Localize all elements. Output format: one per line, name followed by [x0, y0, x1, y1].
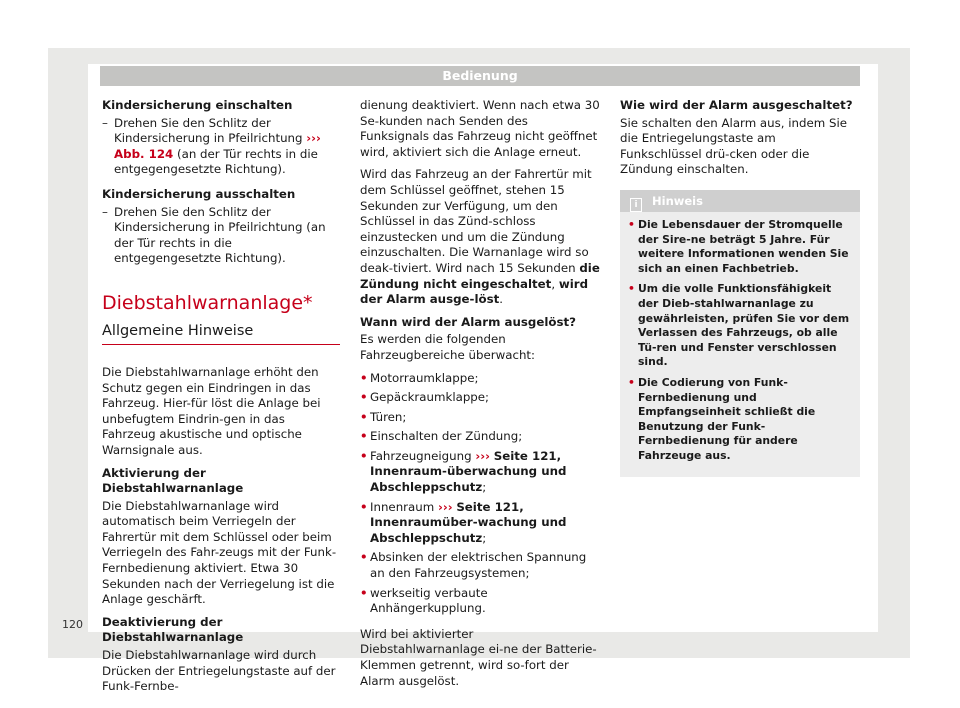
alarm-trigger-intro: Es werden die folgenden Fahrzeugbereiche überwacht: — [360, 332, 536, 362]
note-item — [628, 282, 854, 370]
deactivation-title: Deaktivierung der Diebstahlwarnanlage — [102, 614, 244, 645]
list-item — [360, 500, 600, 547]
column-2 — [360, 98, 600, 696]
note-item — [628, 218, 854, 276]
list-item — [360, 390, 600, 406]
column-1 — [102, 98, 340, 702]
info-icon: i — [630, 198, 642, 212]
list-item — [360, 550, 600, 581]
list-item-text: Gepäckraumklappe; — [370, 390, 490, 405]
bullet-icon: • — [360, 499, 368, 514]
paragraph-text: , — [551, 276, 559, 291]
child-lock-on-step — [102, 116, 340, 178]
list-item-text: ; — [482, 530, 487, 545]
list-item-text: Einschalten der Zündung; — [370, 429, 523, 444]
page-reference-link[interactable]: Seite 121, Innenraum-überwachung und Abschleppschutz — [370, 448, 567, 495]
step-text: Drehen Sie den Schlitz der Kindersicherung in Pfeilrichtung — [114, 115, 307, 146]
note-text: Die Codierung von Funk-Fernbedienung und Empfangseinheit schließt die Benutzung der Funk-Fernbedienung für andere Fahrzeuge aus. — [638, 375, 816, 462]
page-reference-link[interactable]: Seite 121, Innenraumüber-wachung und Abschleppschutz — [370, 499, 567, 545]
page-number: 120 — [62, 618, 83, 631]
bullet-icon: • — [360, 429, 368, 444]
child-lock-off-title: Kindersicherung ausschalten — [102, 186, 296, 201]
list-item — [360, 586, 600, 617]
alarm-off-title: Wie wird der Alarm ausgeschaltet? — [620, 98, 853, 112]
intro-paragraph: Die Diebstahlwarnanlage erhöht den Schutz gegen ein Eindringen in das Fahrzeug. Hier-für löst die Anlage bei unbefugtem Eindrin-gen in das Fahrzeug akustische und optische Warnsignale aus. — [102, 364, 321, 457]
activation-paragraph: Die Diebstahlwarnanlage wird automatisch beim Verriegeln der Fahrertür mit dem Schlüssel oder beim Verriegeln des Fahr-zeugs mit der Funk-Fernbedienung aktiviert. Etwa 30 Sekunden nach der Verriegelung ist die Anlage geschärft. — [102, 498, 337, 607]
chapter-header: Bedienung — [100, 66, 860, 86]
bullet-icon: • — [360, 370, 368, 385]
deactivation-continued: dienung deaktiviert. Wenn nach etwa 30 Se-kunden nach Senden des Funksignals das Fahrzeug nicht geöffnet wird, aktiviert sich die Anlage erneut. — [360, 98, 600, 159]
alarm-trigger-title: Wann wird der Alarm ausgelöst? — [360, 314, 576, 329]
list-item — [360, 371, 600, 387]
list-item-text: Innenraum — [370, 499, 438, 514]
bullet-icon: • — [360, 448, 368, 463]
paragraph-text: . — [499, 292, 504, 307]
figure-reference-link[interactable]: Abb. 124 — [114, 146, 174, 161]
list-item-text: Fahrzeugneigung — [370, 448, 476, 463]
subsection-title: Allgemeine Hinweise — [102, 321, 340, 345]
bullet-icon: • — [360, 409, 368, 424]
section-title: Diebstahlwarnanlage* — [102, 291, 313, 314]
list-item-text: Absinken der elektrischen Spannung an den Fahrzeugsystemen; — [370, 550, 587, 581]
bullet-icon: • — [360, 390, 368, 405]
step-text: (an der Tür rechts in die entgegengesetzte Richtung). — [114, 146, 318, 177]
child-lock-off-step — [102, 205, 340, 267]
alarm-off-paragraph: Sie schalten den Alarm aus, indem Sie die Entriegelungstaste am Funkschlüssel drü-cken oder die Zündung einschalten. — [620, 115, 848, 177]
step-text: Drehen Sie den Schlitz der Kindersicherung in Pfeilrichtung (an der Tür rechts in die entgegengesetzte Richtung). — [114, 204, 326, 266]
note-box — [620, 190, 860, 478]
dash-marker: – — [102, 204, 108, 219]
note-text: Die Lebensdauer der Stromquelle der Sire-ne beträgt 5 Jahre. Für weitere Informationen wenden Sie sich an einen Fachbetrieb. — [638, 217, 849, 275]
bullet-icon: • — [628, 217, 635, 231]
deactivation-paragraph: Die Diebstahlwarnanlage wird durch Drücken der Entriegelungstaste auf der Funk-Fernbe- — [102, 648, 336, 694]
arrow-icon: ››› — [306, 131, 321, 146]
activation-title: Aktivierung der Diebstahlwarnanlage — [102, 465, 244, 496]
list-item-text: werkseitig verbaute Anhängerkupplung. — [370, 585, 488, 616]
driver-door-paragraph — [360, 167, 600, 307]
list-item — [360, 449, 600, 496]
arrow-icon: ››› — [475, 448, 490, 463]
list-item-text: Motorraumklappe; — [370, 370, 479, 385]
child-lock-on-title: Kindersicherung einschalten — [102, 98, 293, 112]
note-text: Um die volle Funktionsfähigkeit der Dieb-stahlwarnanlage zu gewährleisten, prüfen Sie vor dem Verlassen des Fahrzeugs, ob alle Tü-ren und Fenster verschlossen sind. — [638, 282, 850, 369]
dash-marker: – — [102, 115, 108, 130]
list-item — [360, 410, 600, 426]
paragraph-text: Wird das Fahrzeug an der Fahrertür mit dem Schlüssel geöffnet, stehen 15 Sekunden zur Verfügung, um den Schlüssel in das Zünd-schloss einzustecken und um die Zündung einzuschalten. Die Warnanlage wird so deak-tiviert. Wird nach 15 Sekunden — [360, 167, 592, 275]
bullet-icon: • — [628, 375, 635, 389]
bullet-icon: • — [628, 282, 635, 296]
emphasis-text: wird der Alarm ausge-löst — [360, 276, 589, 307]
column-3 — [620, 98, 860, 477]
note-item — [628, 376, 854, 464]
note-header — [620, 190, 860, 212]
list-item — [360, 429, 600, 445]
bullet-icon: • — [360, 585, 368, 600]
note-title: Hinweis — [652, 193, 703, 208]
bullet-icon: • — [360, 550, 368, 565]
battery-paragraph: Wird bei aktivierter Diebstahlwarnanlage ei-ne der Batterie-Klemmen getrennt, wird so-fort der Alarm ausgelöst. — [360, 626, 597, 688]
list-item-text: ; — [482, 480, 487, 495]
list-item-text: Türen; — [370, 409, 407, 424]
arrow-icon: ››› — [437, 499, 453, 514]
emphasis-text: die Zündung nicht eingeschaltet — [360, 260, 600, 291]
